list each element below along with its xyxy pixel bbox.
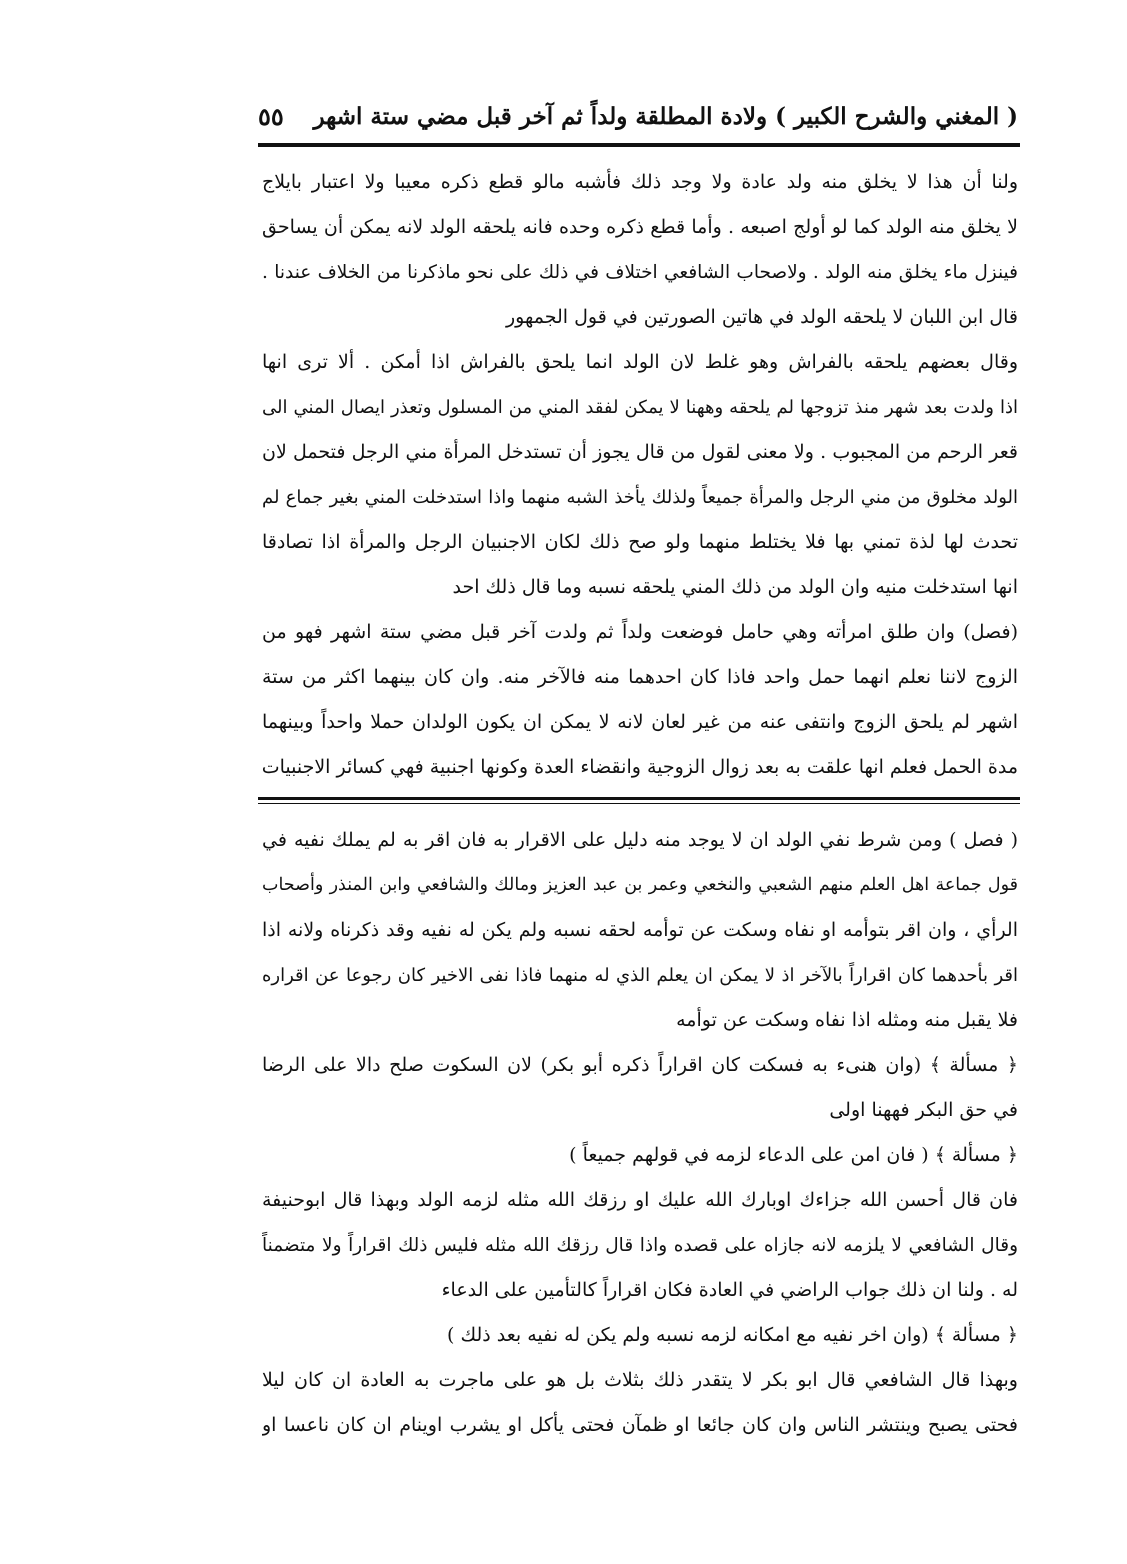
text-line: لا يخلق منه الولد كما لو أولج اصبعه . وأما قطع ذكره وحده فانه يلحقه الولد لانه يمكن أن يساحق — [262, 216, 1018, 238]
header-rule — [258, 143, 1020, 147]
text-line: فان قال أحسن الله جزاءك اوبارك الله عليك او رزقك الله مثله لزمه الولد وبهذا قال ابوحنيفة — [262, 1189, 1018, 1211]
text-line: الرأي ، وان اقر بتوأمه او نفاه وسكت عن توأمه لحقه نسبه ولم يكن له نفيه وقد ذكرناه ولانه اذا — [262, 919, 1018, 941]
text-line: وبهذا قال الشافعي قال ابو بكر لا يتقدر ذلك بثلاث بل هو على ماجرت به العادة ان كان ليلا — [262, 1369, 1018, 1391]
section-separator-thin — [258, 803, 1020, 804]
commentary-text-lower — [262, 818, 1018, 1448]
text-line: ﴿ مسألة ﴾ ( فان امن على الدعاء لزمه في قولهم جميعاً ) — [569, 1144, 1018, 1166]
text-line: ولنا أن هذا لا يخلق منه ولد عادة ولا وجد ذلك فأشبه مالو قطع ذكره معيبا ولا اعتبار بايلاج — [262, 171, 1018, 193]
header-title: ( المغني والشرح الكبير ) ولادة المطلقة ولداً ثم آخر قبل مضي ستة اشهر — [313, 102, 1018, 130]
text-line: فلا يقبل منه ومثله اذا نفاه وسكت عن توأمه — [676, 1009, 1018, 1031]
text-line: قال ابن اللبان لا يلحقه الولد في هاتين الصورتين في قول الجمهور — [505, 306, 1018, 328]
text-line: في حق البكر فههنا اولى — [829, 1099, 1018, 1121]
text-line: فينزل ماء يخلق منه الولد . ولاصحاب الشافعي اختلاف في ذلك على نحو ماذكرنا من الخلاف عندنا . — [262, 262, 1018, 283]
commentary-text-upper — [262, 160, 1018, 790]
text-line: (فصل) وان طلق امرأته وهي حامل فوضعت ولداً ثم ولدت آخر قبل مضي ستة اشهر فهو من — [262, 621, 1018, 643]
text-line: اشهر لم يلحق الزوج وانتفى عنه من غير لعان لانه لا يمكن ان يكون الولدان حملا واحداً وبينهما — [262, 711, 1018, 733]
text-line: ﴿ مسألة ﴾ (وان اخر نفيه مع امكانه لزمه نسبه ولم يكن له نفيه بعد ذلك ) — [447, 1324, 1018, 1346]
text-line: الولد مخلوق من مني الرجل والمرأة جميعاً ولذلك يأخذ الشبه منهما واذا استدخلت المني بغير جماع لم — [262, 487, 1018, 508]
text-line: ( فصل ) ومن شرط نفي الولد ان لا يوجد منه دليل على الاقرار به فان اقر به لم يملك نفيه في — [262, 829, 1018, 851]
text-line: وقال الشافعي لا يلزمه لانه جازاه على قصده واذا قال رزقك الله مثله فليس ذلك اقراراً ولا متضمناً — [262, 1235, 1018, 1256]
text-line: اذا ولدت بعد شهر منذ تزوجها لم يلحقه وههنا لا يمكن لفقد المني من المسلول وتعذر ايصال المني الى — [262, 397, 1018, 418]
text-line: له . ولنا ان ذلك جواب الراضي في العادة فكان اقراراً كالتأمين على الدعاء — [441, 1279, 1018, 1301]
text-line: الزوج لاننا نعلم انهما حمل واحد فاذا كان احدهما منه فالآخر منه. وان كان بينهما اكثر من ستة — [262, 666, 1018, 688]
text-line: تحدث لها لذة تمني بها فلا يختلط منهما ولو صح ذلك لكان الاجنبيان الرجل والمرأة اذا تصادقا — [262, 531, 1018, 553]
text-line: قعر الرحم من المجبوب . ولا معنى لقول من قال يجوز أن تستدخل المرأة مني الرجل فتحمل لان — [262, 441, 1018, 463]
text-line: انها استدخلت منيه وان الولد من ذلك المني يلحقه نسبه وما قال ذلك احد — [452, 576, 1018, 598]
text-line: وقال بعضهم يلحقه بالفراش وهو غلط لان الولد انما يلحق بالفراش اذا أمكن . ألا ترى انها — [262, 351, 1018, 373]
text-line: مدة الحمل فعلم انها علقت به بعد زوال الزوجية وانقضاء العدة وكونها اجنبية فهي كسائر الاجنبيات — [262, 756, 1018, 778]
section-separator-thick — [258, 797, 1020, 800]
page-number: ٥٥ — [258, 101, 284, 131]
text-line: اقر بأحدهما كان اقراراً بالآخر اذ لا يمكن ان يعلم الذي له منهما فاذا نفى الاخير كان رجوعا عن اقراره — [262, 965, 1018, 986]
running-header — [258, 96, 1018, 136]
text-line: فحتى يصبح وينتشر الناس وان كان جائعا او ظمآن فحتى يأكل او يشرب اوينام ان كان ناعسا او — [262, 1414, 1018, 1436]
text-line: ﴿ مسألة ﴾ (وان هنىء به فسكت كان اقراراً ذكره أبو بكر) لان السكوت صلح دالا على الرضا — [262, 1054, 1018, 1076]
text-line: قول جماعة اهل العلم منهم الشعبي والنخعي وعمر بن عبد العزيز ومالك والشافعي وابن المنذر وأصحاب — [262, 875, 1018, 895]
